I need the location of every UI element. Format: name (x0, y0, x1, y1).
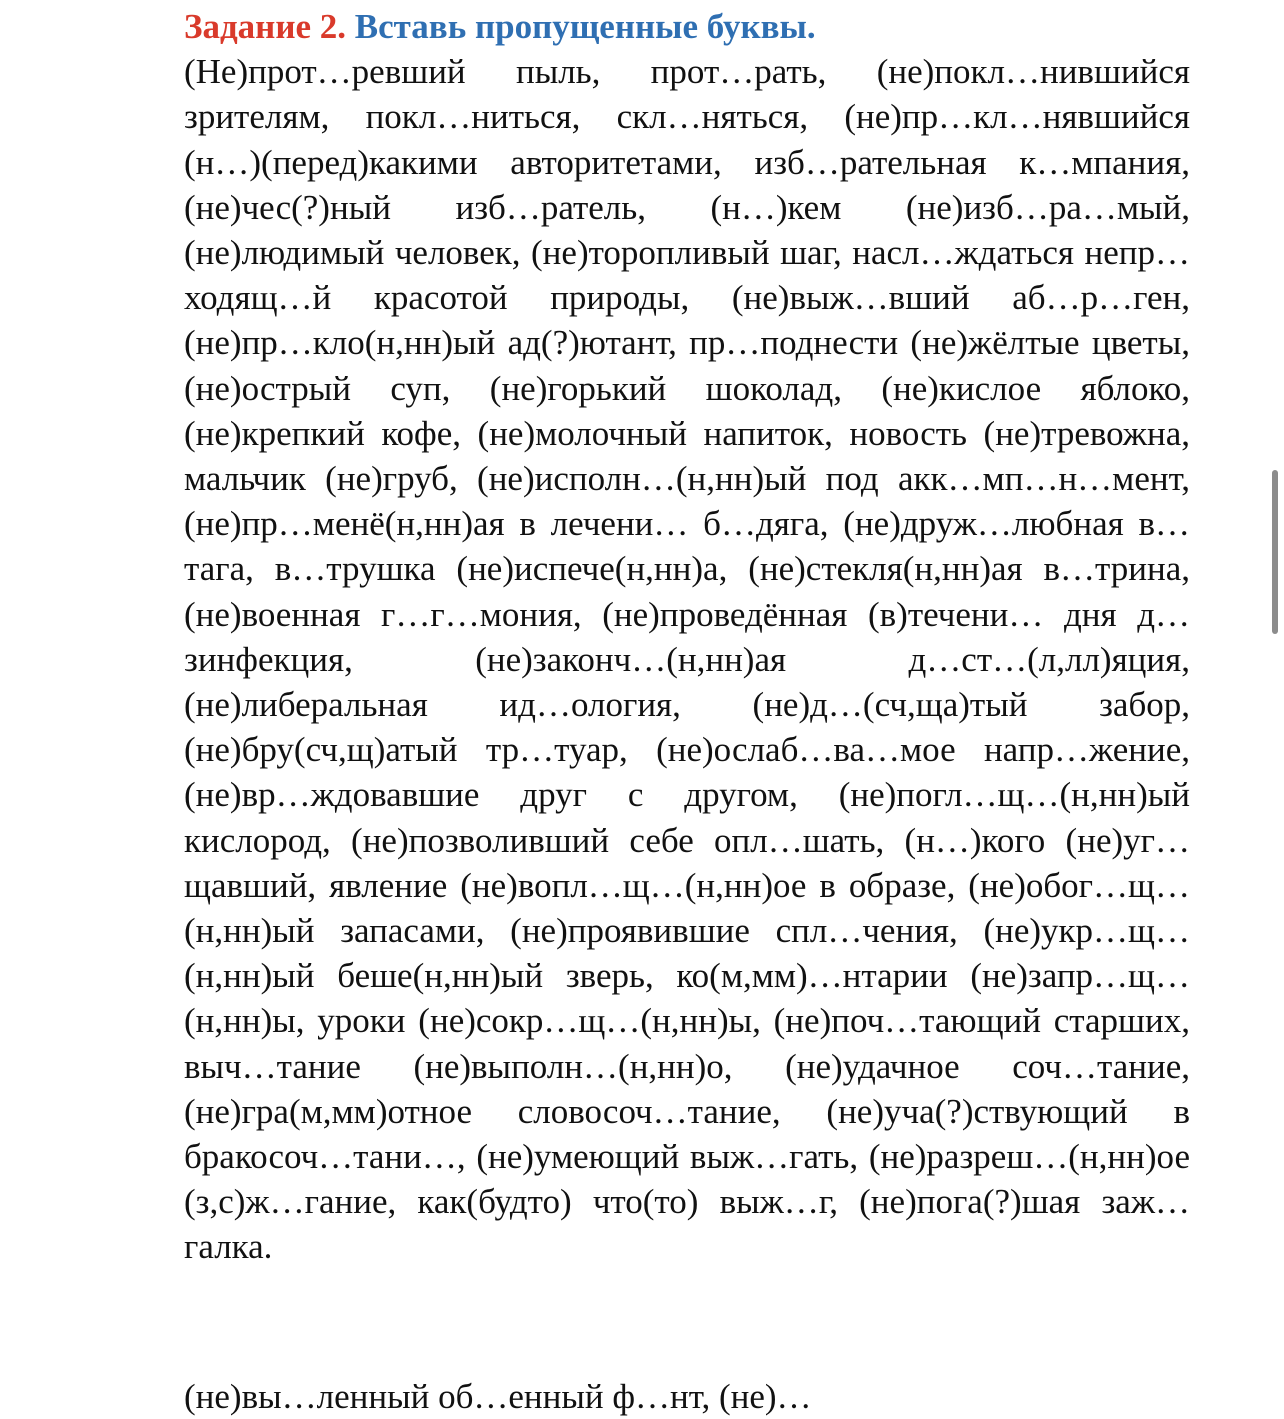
task-block (184, 4, 1190, 1270)
task-label: Задание 2. (184, 7, 347, 46)
exercise-text: (Не)прот…ревший пыль, прот…рать, (не)покл…нившийся зрителям, покл…ниться, скл…няться, (не)пр…кл…нявшийся (н…)(перед)какими авторитетами, изб…рательная к…мпания, (не)чес(?)ный изб…ратель, (н…)кем (не)изб…ра…мый, (не)людимый человек, (не)торопливый шаг, насл…ждаться непр…ходящ…й красотой природы, (не)выж…вший аб…р…ген, (не)пр…кло(н,нн)ый ад(?)ютант, пр…поднести (не)жёлтые цветы, (не)острый суп, (не)горький шоколад, (не)кислое яблоко, (не)крепкий кофе, (не)молочный напиток, новость (не)тревожна, мальчик (не)груб, (не)исполн…(н,нн)ый под акк…мп…н…мент, (не)пр…менё(н,нн)ая в лечени… б…дяга, (не)друж…любная в…тага, в…трушка (не)испече(н,нн)а, (не)стекля(н,нн)ая в…трина, (не)военная г…г…мония, (не)проведённая (в)течени… дня д…зинфекция, (не)законч…(н,нн)ая д…ст…(л,лл)яция, (не)либеральная ид…ология, (не)д…(сч,ща)тый забор, (не)бру(сч,щ)атый тр…туар, (не)ослаб…ва…мое напр…жение, (не)вр…ждовавшие друг с другом, (не)погл…щ…(н,нн)ый кислород, (не)позволивший себе опл…шать, (н…)кого (не)уг…щавший, явление (не)вопл…щ…(н,нн)ое в образе, (не)обог…щ…(н,нн)ый запасами, (не)проявившие спл…чения, (не)укр…щ…(н,нн)ый беше(н,нн)ый зверь, ко(м,мм)…нтарии (не)запр…щ…(н,нн)ы, уроки (не)сокр…щ…(н,нн)ы, (не)поч…тающий старших, выч…тание (не)выполн…(н,нн)о, (не)удачное соч…тание, (не)гра(м,мм)отное словосоч…тание, (не)уча(?)ствующий в бракосоч…тани…, (не)умеющий выж…гать, (не)разреш…(н,нн)ое (з,с)ж…гание, как(будто) что(то) выж…г, (не)пога(?)шая заж…галка. (184, 52, 1190, 1267)
task-instruction: Вставь пропущенные буквы. (354, 7, 816, 46)
task-title (184, 4, 1190, 49)
cut-off-next-line (184, 1377, 1190, 1416)
cut-off-text: (не)вы…ленный об…енный ф…нт, (не)… (184, 1377, 812, 1416)
scrollbar-thumb[interactable] (1272, 470, 1278, 634)
